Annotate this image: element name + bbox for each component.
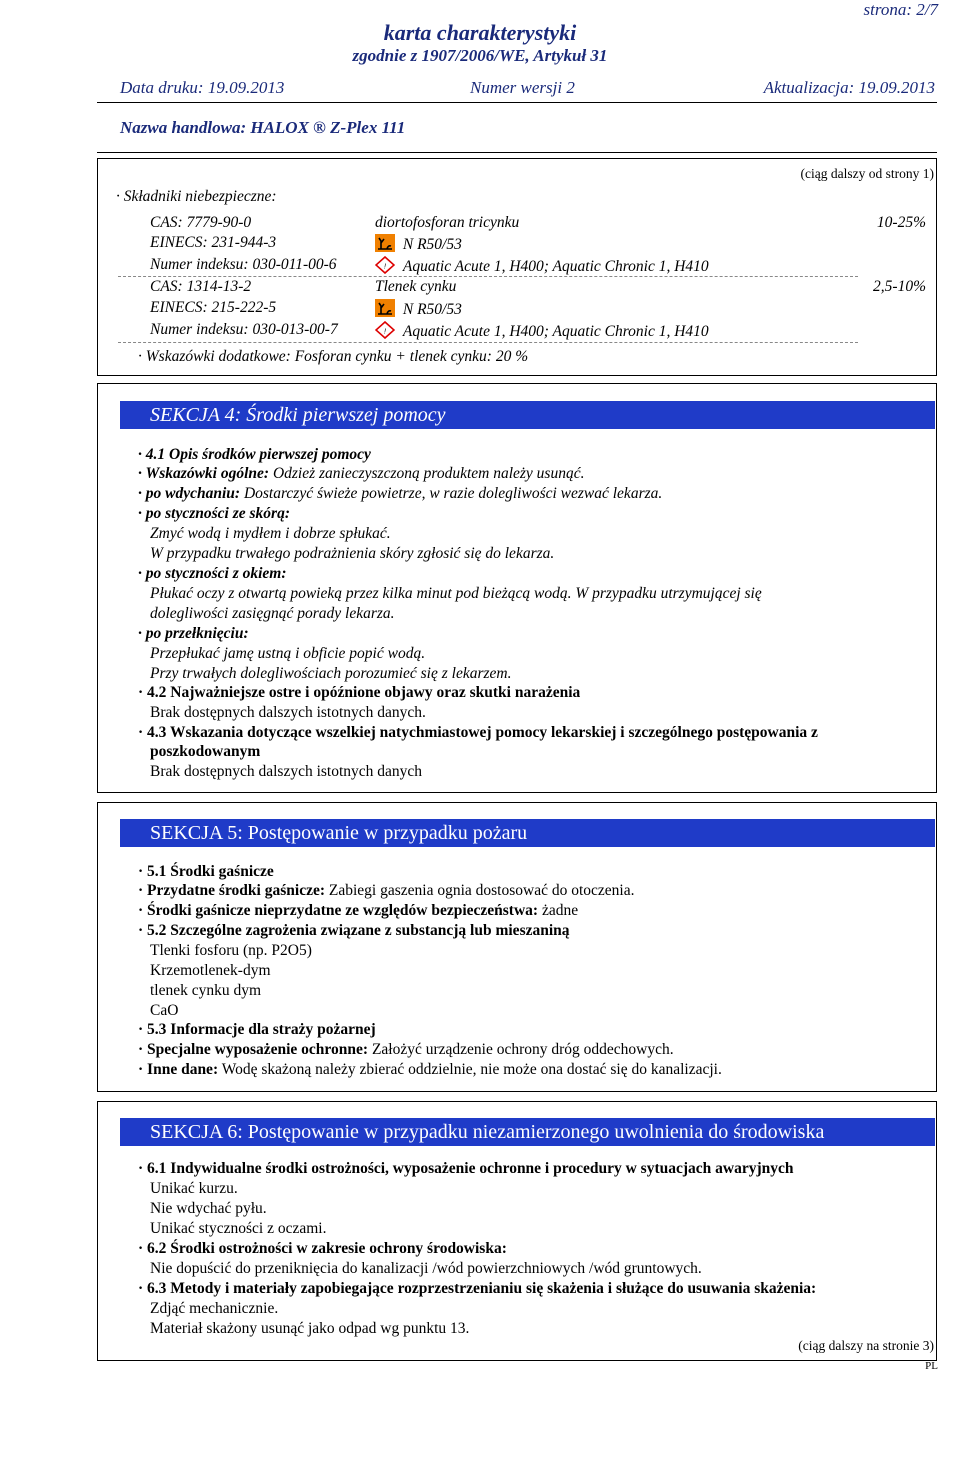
s5-subheading: · 5.1 Środki gaśnicze [138,863,274,880]
s4-text: Przy trwałych dolegliwościach porozumieć się z lekarzem. [150,665,512,682]
concentration: 2,5-10% [873,278,926,295]
notes-value: Fosforan cynku + tlenek cynku: 20 % [294,348,529,365]
s6-subheading: · 6.1 Indywidualne środki ostrożności, wyposażenie ochronne i procedury w sytuacjach awaryjnych [138,1160,794,1177]
s6-text: Nie dopuścić do przeniknięcia do kanalizacji /wód powierzchniowych /wód gruntowych. [150,1260,702,1277]
update-date: Aktualizacja: 19.09.2013 [763,78,935,97]
classification-ghs [375,321,709,344]
s4-subheading: · 4.3 Wskazania dotyczące wszelkiej natychmiastowej pomocy lekarskiej i szczególnego postępowania z [138,724,818,741]
s4-skin: · po styczności ze skórą: [138,505,290,522]
s5-text: Krzemotlenek-dym [150,962,271,979]
classification-ghs-label: Aquatic Acute 1, H400; Aquatic Chronic 1, H410 [402,258,709,276]
s5-other [138,1061,722,1079]
s4-text: W przypadku trwałego podrażnienia skóry zgłosić się do lekarza. [150,545,555,562]
s4-text: Brak dostępnych dalszych istotnych danych. [150,704,426,721]
index-number: Numer indeksu: 030-013-00-7 [150,321,338,338]
s5-text: Tlenki fosforu (np. P2O5) [150,942,312,959]
section-6-title: SEKCJA 6: Postępowanie w przypadku niezamierzonego uwolnienia do środowiska [120,1118,935,1146]
label: · Inne dane: [138,1061,219,1078]
s4-text: Płukać oczy z otwartą powieką przez kilka minut pod bieżącą wodą. W przypadku utrzymującej się [150,585,762,602]
continued-on: (ciąg dalszy na stronie 3) [798,1338,934,1353]
section-4-title: SEKCJA 4: Środki pierwszej pomocy [120,401,935,429]
s4-ingestion: · po przełknięciu: [138,625,249,642]
label: · Środki gaśnicze nieprzydatne ze względów bezpieczeństwa: [138,902,539,919]
cas-number: CAS: 1314-13-2 [150,278,252,295]
classification-n-label: N R50/53 [402,236,462,254]
ingredients-heading: · Składniki niebezpieczne: [116,188,277,205]
s5-equipment [138,1041,674,1059]
additional-notes [138,348,528,366]
s5-text: CaO [150,1002,179,1019]
s6-text: Nie wdychać pyłu. [150,1200,267,1217]
environment-hazard-icon [375,234,395,257]
classification-ghs-label: Aquatic Acute 1, H400; Aquatic Chronic 1, H410 [402,323,709,341]
svg-text:!: ! [384,328,386,336]
einecs-number: EINECS: 231-944-3 [150,234,277,251]
label: · Specjalne wyposażenie ochronne: [138,1041,369,1058]
s4-text: Przepłukać jamę ustną i obficie popić wodą. [150,645,426,662]
svg-text:!: ! [384,263,386,271]
page-number: strona: 2/7 [863,0,938,19]
label: · po wdychaniu: [138,485,241,502]
cas-number: CAS: 7779-90-0 [150,214,252,231]
value: żadne [541,902,579,919]
version-number: Numer wersji 2 [470,78,575,97]
s5-subheading: · 5.3 Informacje dla straży pożarnej [138,1021,376,1038]
trade-name: Nazwa handlowa: HALOX ® Z-Plex 111 [120,118,406,137]
einecs-number: EINECS: 215-222-5 [150,299,277,316]
classification-n-label: N R50/53 [402,301,462,319]
s4-subheading-cont: poszkodowanym [150,743,261,760]
value: Dostarczyć świeże powietrze, w razie dolegliwości wezwać lekarza. [243,485,663,502]
s4-subheading: · 4.2 Najważniejsze ostre i opóźnione objawy oraz skutki narażenia [138,684,581,701]
concentration: 10-25% [876,214,926,231]
s4-inhalation [138,485,662,503]
s6-text: Zdjąć mechanicznie. [150,1300,279,1317]
s4-text: dolegliwości zasięgnąć porady lekarza. [150,605,395,622]
substance-name: diortofosforan tricynku [375,214,520,231]
environment-hazard-icon [375,299,395,322]
language-code: PL [925,1360,938,1372]
continued-from: (ciąg dalszy od strony 1) [800,166,934,181]
row-divider [118,276,858,277]
s4-subheading: · 4.1 Opis środków pierwszej pomocy [138,446,371,463]
s4-general [138,465,584,483]
exclamation-diamond-icon [375,321,395,344]
label: · Wskazówki ogólne: [138,465,270,482]
value: Zabiegi gaszenia ognia dostosować do otoczenia. [328,882,635,899]
value: Odzież zanieczyszczoną produktem należy usunąć. [272,465,585,482]
print-date: Data druku: 19.09.2013 [120,78,285,97]
s6-subheading: · 6.3 Metody i materiały zapobiegające rozprzestrzenianiu się skażenia i służące do usuwania skażenia: [138,1280,817,1297]
s6-text: Unikać styczności z oczami. [150,1220,327,1237]
s6-text: Unikać kurzu. [150,1180,238,1197]
s4-text: Zmyć wodą i mydłem i dobrze spłukać. [150,525,391,542]
index-number: Numer indeksu: 030-011-00-6 [150,256,337,273]
s5-unsuitable [138,902,578,920]
value: Wodę skażoną należy zbierać oddzielnie, nie może ona dostać się do kanalizacji. [221,1061,722,1078]
s6-text: Materiał skażony usunąć jako odpad wg punktu 13. [150,1320,470,1337]
value: Założyć urządzenie ochrony dróg oddechowych. [371,1041,674,1058]
s6-subheading: · 6.2 Środki ostrożności w zakresie ochrony środowiska: [138,1240,507,1257]
s5-suitable [138,882,634,900]
notes-label: · Wskazówki dodatkowe: [138,348,291,365]
classification-n [375,299,462,322]
s4-text: Brak dostępnych dalszych istotnych danych [150,763,423,780]
s5-subheading: · 5.2 Szczególne zagrożenia związane z substancją lub mieszaniną [138,922,570,939]
substance-name: Tlenek cynku [375,278,457,295]
section-5-title: SEKCJA 5: Postępowanie w przypadku pożaru [120,819,935,847]
header-rule [97,102,937,103]
trade-name-rule [97,152,937,153]
s4-eye: · po styczności z okiem: [138,565,287,582]
label: · Przydatne środki gaśnicze: [138,882,325,899]
document-subtitle: zgodnie z 1907/2006/WE, Artykuł 31 [352,46,608,65]
classification-n [375,234,462,257]
s5-text: tlenek cynku dym [150,982,262,999]
row-divider [118,342,858,343]
document-title: karta charakterystyki [383,20,577,45]
